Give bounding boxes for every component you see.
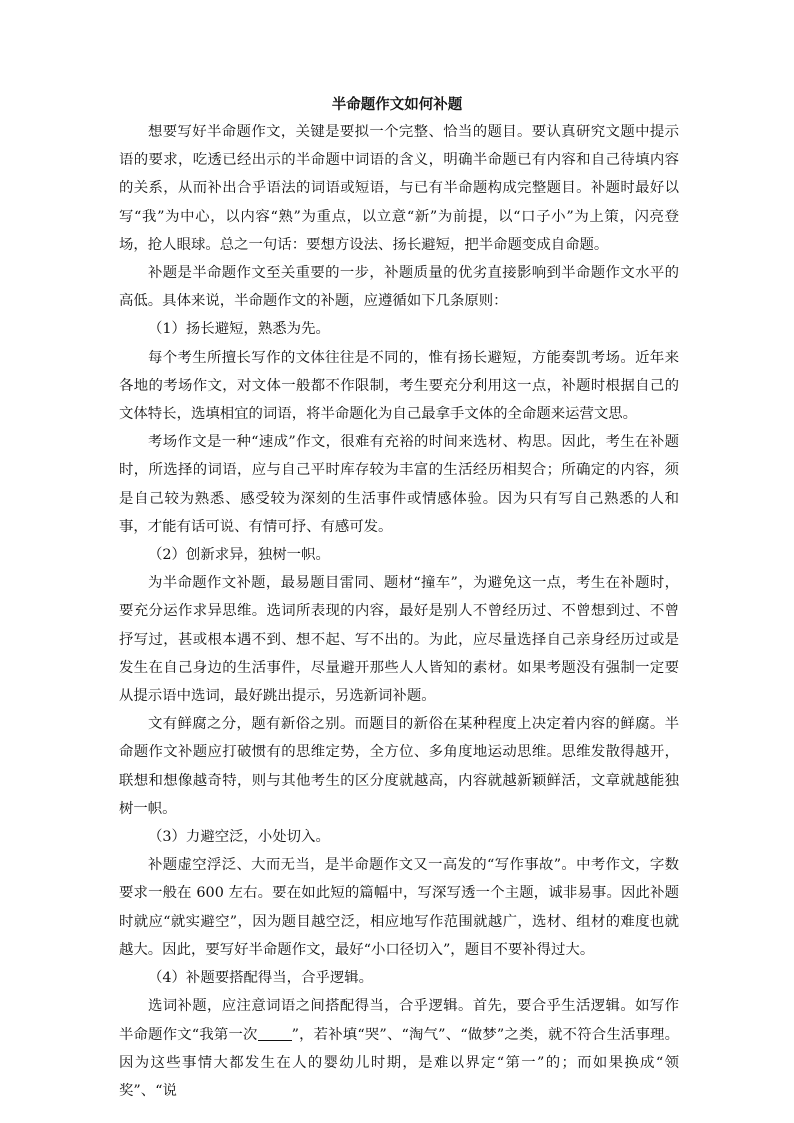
paragraph: 补题虚空浮泛、大而无当，是半命题作文又一高发的“写作事故”。中考作文，字数要求一般在 600 左右。要在如此短的篇幅中，写深写透一个主题，诚非易事。因此补题时就应“就实避空”，因为题目越空泛，相应地写作范围就越广，选材、组材的难度也就越大。因此，要写好半命题作文，最好“小口径切入”，题目不要补得过大。 <box>119 857 679 958</box>
paragraph: 补题是半命题作文至关重要的一步，补题质量的优劣直接影响到半命题作文水平的高低。具体来说，半命题作文的补题，应遵循如下几条原则： <box>119 265 679 310</box>
text-before-blank: 选词补题，应注意词语之间搭配得当，合乎逻辑。首先，要合乎生活逻辑。如写作半命题作文“我第一次 <box>119 998 679 1043</box>
document-body <box>119 118 679 1105</box>
paragraph: 文有鲜腐之分，题有新俗之别。而题目的新俗在某种程度上决定着内容的鲜腐。半命题作文补题应打破惯有的思维定势，全方位、多角度地运动思维。思维发散得越开，联想和想像越奇特，则与其他考生的区分度就越高，内容就越新颖鲜活，文章就越能独树一帜。 <box>119 716 679 817</box>
text-after-blank: ”，若补填“哭”、“淘气”、“做梦”之类，就不符合生活事理。因为这些事情大都发生在人的婴幼儿时期，是难以界定“第一”的；而如果换成“领奖”、“说 <box>119 1026 679 1099</box>
paragraph: 想要写好半命题作文，关键是要拟一个完整、恰当的题目。要认真研究文题中提示语的要求，吃透已经出示的半命题中词语的含义，明确半命题已有内容和自己待填内容的关系，从而补出合乎语法的词语或短语，与已有半命题构成完整题目。补题时最好以写“我”为中心，以内容“熟”为重点，以立意“新”为前提，以“口子小”为上策，闪亮登场，抢人眼球。总之一句话：要想方设法、扬长避短，把半命题变成自命题。 <box>119 124 679 253</box>
principle-heading: （2）创新求异，独树一帜。 <box>148 547 330 564</box>
paragraph-with-blank <box>119 992 679 1105</box>
paragraph: 每个考生所擅长写作的文体往往是不同的，惟有扬长避短，方能奏凯考场。近年来各地的考场作文，对文体一般都不作限制，考生要充分利用这一点，补题时根据自己的文体特长，选填相宜的词语，将半命题化为自己最拿手文体的全命题来运营文思。 <box>119 349 679 423</box>
paragraph: 考场作文是一种“速成”作文，很难有充裕的时间来选材、构思。因此，考生在补题时，所选择的词语，应与自己平时库存较为丰富的生活经历相契合；所确定的内容，须是自己较为熟悉、感受较为深刻的生活事件或情感体验。因为只有写自己熟悉的人和事，才能有话可说、有情可抒、有感可发。 <box>119 434 679 535</box>
fill-in-blank <box>258 1026 292 1041</box>
principle-heading: （1）扬长避短，熟悉为先。 <box>148 321 330 338</box>
paragraph: 为半命题作文补题，最易题目雷同、题材“撞车”，为避免这一点，考生在补题时，要充分运作求异思维。选词所表现的内容，最好是别人不曾经历过、不曾想到过、不曾抒写过，甚或根本遇不到、想不起、写不出的。为此，应尽量选择自己亲身经历过或是发生在自己身边的生活事件，尽量避开那些人人皆知的素材。如果考题没有强制一定要从提示语中选词，最好跳出提示，另选新词补题。 <box>119 575 679 705</box>
principle-heading: （4）补题要搭配得当，合乎逻辑。 <box>148 970 374 987</box>
principle-heading: （3）力避空泛，小处切入。 <box>148 829 330 846</box>
document-title: 半命题作文如何补题 <box>331 96 463 113</box>
